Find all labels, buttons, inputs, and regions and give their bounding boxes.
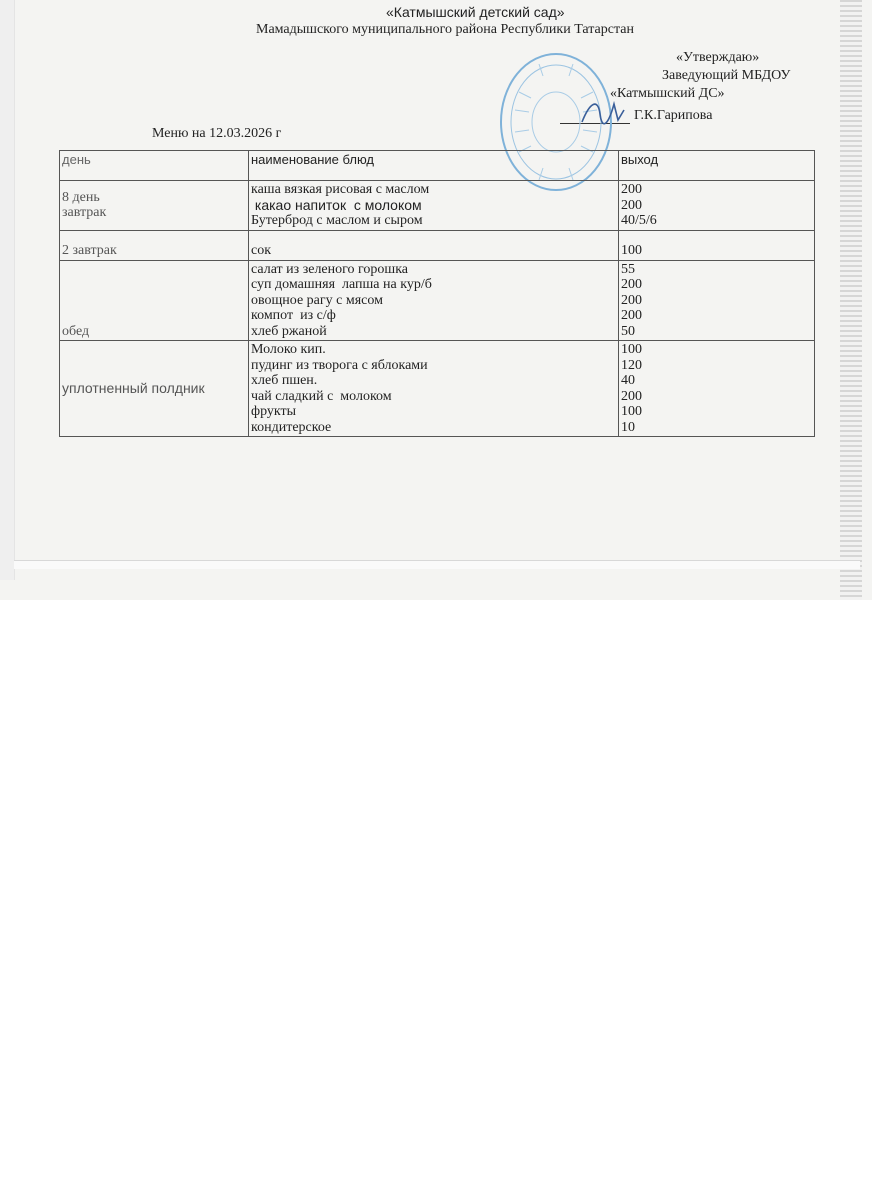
meal-label: обед <box>62 323 90 339</box>
output-value: 55 <box>620 261 635 277</box>
output-value: 200 <box>620 308 642 323</box>
dish-name: компот из с/ф <box>251 308 336 323</box>
dishes-cell <box>249 230 619 260</box>
output-value: 200 <box>620 182 642 197</box>
meal-label: уплотненный полдник <box>62 379 205 396</box>
meal-label: 2 завтрак <box>62 243 117 258</box>
menu-date: Меню на 12.03.2026 г <box>152 126 282 141</box>
meal-label: завтрак <box>62 205 107 221</box>
table-header-row <box>60 151 815 181</box>
dish-name: Бутерброд с маслом и сыром <box>251 213 423 228</box>
org-name: «Катмышский детский сад» <box>386 4 565 20</box>
table-row <box>60 341 815 437</box>
scan-right-edge <box>840 0 862 600</box>
table-row <box>60 181 815 231</box>
column-header-day: день <box>60 151 249 181</box>
position-label: Заведующий МБДОУ <box>662 68 791 83</box>
dish-name: салат из зеленого горошка <box>251 261 409 277</box>
dish-name: какао напиток с молоком <box>251 196 422 213</box>
scan-bottom-edge <box>14 560 860 569</box>
dishes-cell <box>249 260 619 341</box>
output-value: 200 <box>620 197 642 213</box>
output-value: 50 <box>620 323 635 339</box>
district-line: Мамадышского муниципального района Республики Татарстан <box>256 22 634 37</box>
dish-name: чай сладкий с молоком <box>251 388 392 404</box>
dish-name: суп домашняя лапша на кур/б <box>251 277 432 292</box>
meal-cell <box>60 260 249 341</box>
output-value: 100 <box>620 243 642 258</box>
column-header-dishes: наименование блюд <box>249 151 619 181</box>
meal-cell <box>60 230 249 260</box>
dishes-cell <box>249 181 619 231</box>
signer-name: Г.К.Гарипова <box>634 108 713 123</box>
meal-label: 8 день <box>62 189 100 205</box>
dish-name: хлеб ржаной <box>251 323 327 339</box>
scan-left-edge <box>0 0 15 580</box>
meal-cell <box>60 181 249 231</box>
dish-name: хлеб пшен. <box>251 373 318 388</box>
output-value: 200 <box>620 277 642 292</box>
output-cell <box>618 230 814 260</box>
dish-name: кондитерское <box>251 419 332 435</box>
output-value: 100 <box>620 342 642 357</box>
menu-table <box>59 150 815 437</box>
org-short-name: «Катмышский ДС» <box>610 86 725 101</box>
dishes-cell <box>249 341 619 437</box>
output-value: 40 <box>620 373 635 388</box>
output-value: 120 <box>620 357 642 373</box>
output-value: 200 <box>620 388 642 404</box>
table-row <box>60 230 815 260</box>
dish-name: каша вязкая рисовая с маслом <box>251 182 430 197</box>
output-value: 40/5/6 <box>620 213 657 228</box>
output-cell <box>618 260 814 341</box>
dish-name: сок <box>251 243 272 258</box>
output-value: 200 <box>620 292 642 308</box>
output-cell <box>618 341 814 437</box>
dish-name: Молоко кип. <box>251 342 326 357</box>
meal-cell <box>60 341 249 437</box>
signature-scribble <box>578 96 628 128</box>
dish-name: овощное рагу с мясом <box>251 292 383 308</box>
approve-label: «Утверждаю» <box>676 50 760 65</box>
dish-name: пудинг из творога с яблоками <box>251 357 428 373</box>
column-header-output: выход <box>618 151 814 181</box>
dish-name: фрукты <box>251 404 297 419</box>
output-value: 10 <box>620 419 635 435</box>
table-row <box>60 260 815 341</box>
output-cell <box>618 181 814 231</box>
output-value: 100 <box>620 404 642 419</box>
